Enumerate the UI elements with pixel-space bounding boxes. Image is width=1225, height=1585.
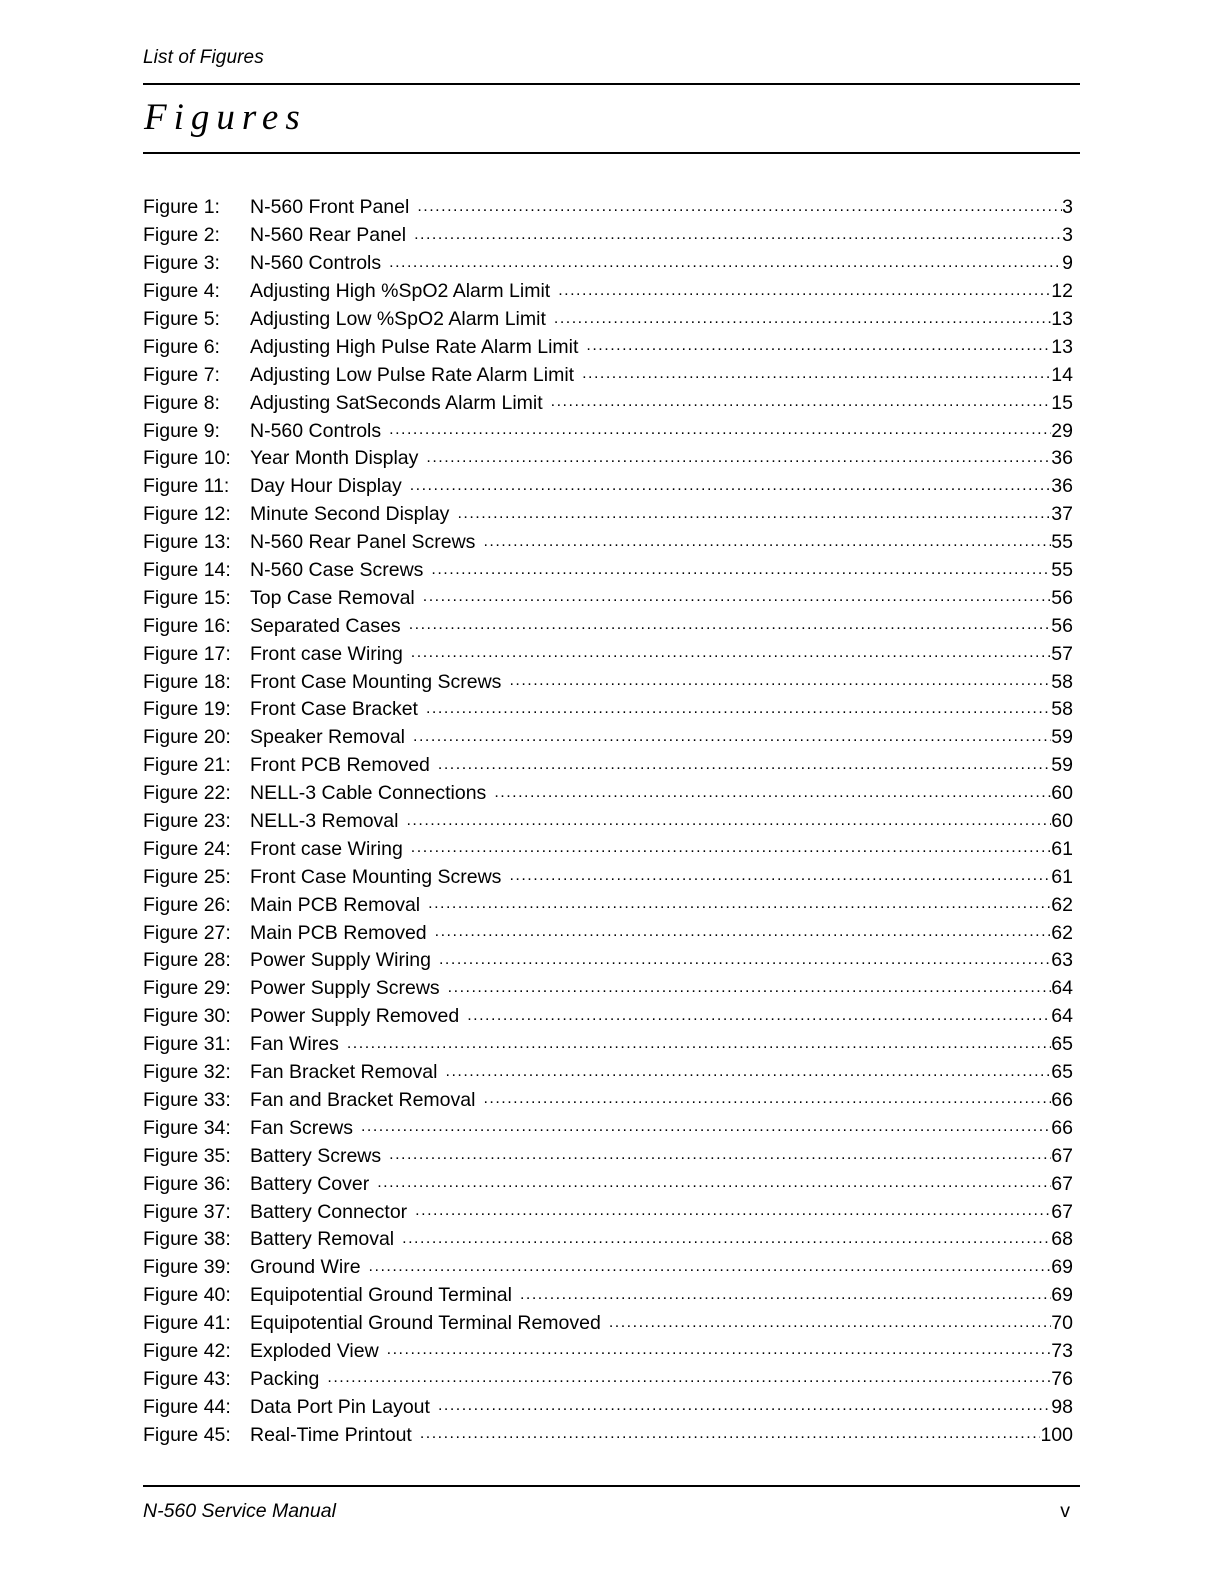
figure-page-number: 3	[1062, 224, 1073, 247]
figure-page-number: 36	[1051, 475, 1073, 498]
figure-entry[interactable]	[143, 1254, 1073, 1282]
dot-leader	[507, 867, 1051, 887]
figure-page-number: 61	[1051, 837, 1073, 860]
figure-number: Figure 10:	[143, 447, 231, 470]
figure-entry[interactable]	[143, 808, 1073, 836]
figure-entry[interactable]	[143, 389, 1073, 417]
figure-title: Equipotential Ground Terminal Removed	[250, 1312, 601, 1335]
figure-number: Figure 5:	[143, 308, 220, 330]
figure-title: Fan Screws	[250, 1116, 353, 1139]
dot-leader	[429, 561, 1051, 581]
figure-title: Packing	[250, 1367, 320, 1390]
figure-page-number: 61	[1051, 865, 1073, 888]
figure-entry[interactable]	[143, 780, 1073, 808]
figure-title: NELL-3 Removal	[250, 810, 399, 833]
figure-page-number: 56	[1051, 614, 1073, 637]
figure-number: Figure 45:	[143, 1423, 231, 1446]
figure-title: Adjusting High %SpO2 Alarm Limit	[250, 280, 551, 303]
figure-number: Figure 31:	[143, 1033, 231, 1056]
figure-number: Figure 9:	[143, 419, 220, 442]
figure-number: Figure 20:	[143, 726, 231, 749]
figure-page-number: 62	[1051, 921, 1073, 944]
figure-title: N-560 Controls	[250, 252, 382, 275]
figure-entry[interactable]	[143, 333, 1073, 361]
figure-entry[interactable]	[143, 1059, 1073, 1087]
dot-leader	[433, 923, 1052, 943]
dot-leader	[584, 337, 1051, 357]
dot-leader	[400, 1230, 1051, 1250]
figure-page-number: 58	[1051, 670, 1073, 693]
figure-title: Exploded View	[250, 1339, 379, 1362]
title-rule	[143, 152, 1080, 154]
dot-leader	[436, 1397, 1051, 1417]
figure-title: Battery Connector	[250, 1200, 408, 1223]
figure-title: Adjusting High Pulse Rate Alarm Limit	[250, 335, 579, 358]
figure-title: Speaker Removal	[250, 726, 405, 749]
figure-entry[interactable]	[143, 1310, 1073, 1338]
figure-page-number: 62	[1051, 893, 1073, 916]
dot-leader	[387, 421, 1051, 441]
figure-entry[interactable]	[143, 529, 1073, 557]
figure-entry[interactable]	[143, 696, 1073, 724]
dot-leader	[413, 1202, 1051, 1222]
dot-leader	[412, 226, 1062, 246]
figure-page-number: 69	[1051, 1256, 1073, 1279]
figure-number: Figure 34:	[143, 1116, 231, 1139]
figure-title: Front PCB Removed	[250, 754, 430, 777]
figure-entry[interactable]	[143, 891, 1073, 919]
figure-page-number: 73	[1051, 1339, 1073, 1362]
figure-page-number: 3	[1062, 196, 1073, 219]
figure-entry[interactable]	[143, 1198, 1073, 1226]
dot-leader	[607, 1314, 1051, 1334]
figure-number: Figure 39:	[143, 1256, 231, 1279]
figure-page-number: 66	[1051, 1116, 1073, 1139]
dot-leader	[446, 979, 1052, 999]
figure-entry[interactable]	[143, 752, 1073, 780]
figure-entry[interactable]	[143, 501, 1073, 529]
footer-manual-title: N-560 Service Manual	[143, 1500, 336, 1522]
dot-leader	[404, 812, 1051, 832]
dot-leader	[426, 895, 1051, 915]
figure-page-number: 65	[1051, 1033, 1073, 1056]
dot-leader	[481, 533, 1051, 553]
figure-number: Figure 36:	[143, 1172, 231, 1195]
figure-number: Figure 4:	[143, 280, 220, 303]
figure-number: Figure 28:	[143, 949, 231, 972]
figure-page-number: 68	[1051, 1228, 1073, 1251]
figure-entry[interactable]	[143, 1282, 1073, 1310]
figure-page-number: 64	[1051, 977, 1073, 1000]
figure-entry[interactable]	[143, 947, 1073, 975]
dot-leader	[518, 1286, 1051, 1306]
figure-page-number: 12	[1051, 280, 1073, 303]
figure-title: Day Hour Display	[250, 475, 402, 498]
figure-page-number: 55	[1051, 531, 1073, 554]
figure-number: Figure 16:	[143, 614, 231, 637]
dot-leader	[325, 1369, 1051, 1389]
dot-leader	[424, 700, 1051, 720]
figure-title: Front Case Mounting Screws	[250, 865, 502, 888]
figure-number: Figure 11:	[143, 475, 230, 498]
dot-leader	[492, 784, 1051, 804]
footer-rule	[143, 1485, 1080, 1487]
figure-page-number: 13	[1051, 308, 1073, 330]
figure-page-number: 37	[1051, 503, 1073, 526]
figure-entry[interactable]	[143, 668, 1073, 696]
figure-number: Figure 17:	[143, 642, 231, 665]
dot-leader	[437, 951, 1051, 971]
figure-page-number: 57	[1051, 642, 1073, 665]
dot-leader	[552, 310, 1051, 330]
figure-page-number: 59	[1051, 726, 1073, 749]
figure-title: Real-Time Printout	[250, 1423, 412, 1446]
figure-entry[interactable]	[143, 1338, 1073, 1366]
figure-page-number: 58	[1051, 698, 1073, 721]
dot-leader	[421, 588, 1052, 608]
figure-page-number: 69	[1051, 1284, 1073, 1307]
dot-leader	[387, 254, 1062, 274]
figure-number: Figure 26:	[143, 893, 231, 916]
figure-number: Figure 41:	[143, 1312, 231, 1335]
figure-number: Figure 40:	[143, 1284, 231, 1307]
figure-title: N-560 Rear Panel Screws	[250, 531, 476, 554]
figure-title: Power Supply Wiring	[250, 949, 431, 972]
figure-title: Battery Cover	[250, 1172, 370, 1195]
figure-page-number: 29	[1051, 419, 1073, 442]
figure-number: Figure 21:	[143, 754, 231, 777]
dot-leader	[409, 644, 1052, 664]
dot-leader	[411, 728, 1051, 748]
figure-page-number: 56	[1051, 586, 1073, 609]
figure-entry[interactable]	[143, 306, 1073, 334]
figure-entry[interactable]	[143, 222, 1073, 250]
figure-title: N-560 Controls	[250, 419, 382, 442]
figure-number: Figure 25:	[143, 865, 231, 888]
figure-page-number: 63	[1051, 949, 1073, 972]
figure-title: Adjusting SatSeconds Alarm Limit	[250, 391, 543, 414]
figure-number: Figure 19:	[143, 698, 231, 721]
dot-leader	[345, 1035, 1051, 1055]
dot-leader	[465, 1007, 1051, 1027]
dot-leader	[387, 1146, 1051, 1166]
dot-leader	[549, 393, 1052, 413]
figure-title: Battery Removal	[250, 1228, 395, 1251]
figure-page-number: 55	[1051, 559, 1073, 582]
figure-page-number: 70	[1051, 1312, 1073, 1335]
dot-leader	[409, 839, 1052, 859]
figure-number: Figure 37:	[143, 1200, 231, 1223]
figure-entry[interactable]	[143, 1365, 1073, 1393]
figure-number: Figure 27:	[143, 921, 231, 944]
figure-number: Figure 18:	[143, 670, 231, 693]
figure-number: Figure 24:	[143, 837, 231, 860]
figure-title: Battery Screws	[250, 1144, 382, 1167]
figure-title: N-560 Rear Panel	[250, 224, 407, 247]
figure-number: Figure 44:	[143, 1395, 231, 1418]
figure-entry[interactable]	[143, 361, 1073, 389]
figure-title: N-560 Front Panel	[250, 196, 410, 219]
figure-entry[interactable]	[143, 919, 1073, 947]
figure-number: Figure 2:	[143, 224, 220, 247]
figure-title: Front Case Bracket	[250, 698, 418, 721]
figure-title: Fan and Bracket Removal	[250, 1088, 476, 1111]
figure-title: Front case Wiring	[250, 837, 403, 860]
figure-entry[interactable]	[143, 863, 1073, 891]
figure-title: Adjusting Low Pulse Rate Alarm Limit	[250, 363, 575, 386]
figure-title: Separated Cases	[250, 614, 401, 637]
figure-page-number: 13	[1051, 335, 1073, 358]
figure-title: Power Supply Screws	[250, 977, 440, 1000]
figure-number: Figure 30:	[143, 1005, 231, 1028]
dot-leader	[444, 1063, 1052, 1083]
dot-leader	[424, 449, 1051, 469]
figure-entry[interactable]	[143, 612, 1073, 640]
dot-leader	[375, 1174, 1051, 1194]
dot-leader	[580, 365, 1051, 385]
figure-number: Figure 35:	[143, 1144, 231, 1167]
figure-title: N-560 Case Screws	[250, 559, 424, 582]
figure-entry[interactable]	[143, 1393, 1073, 1421]
running-header: List of Figures	[143, 47, 264, 68]
figure-title: Power Supply Removed	[250, 1005, 460, 1028]
dot-leader	[415, 198, 1062, 218]
figure-entry[interactable]	[143, 724, 1073, 752]
figure-title: Front Case Mounting Screws	[250, 670, 502, 693]
figure-page-number: 66	[1051, 1088, 1073, 1111]
figure-entry[interactable]	[143, 1003, 1073, 1031]
figure-title: Equipotential Ground Terminal	[250, 1284, 512, 1307]
figure-list	[143, 194, 1073, 1449]
figure-entry[interactable]	[143, 975, 1073, 1003]
dot-leader	[556, 282, 1051, 302]
figure-title: Front case Wiring	[250, 642, 403, 665]
figure-title: Adjusting Low %SpO2 Alarm Limit	[250, 308, 546, 330]
figure-title: Top Case Removal	[250, 586, 415, 609]
figure-number: Figure 22:	[143, 782, 231, 805]
figure-number: Figure 6:	[143, 335, 220, 358]
dot-leader	[359, 1118, 1051, 1138]
figure-entry[interactable]	[143, 1226, 1073, 1254]
figure-number: Figure 14:	[143, 559, 231, 582]
figure-entry[interactable]	[143, 445, 1073, 473]
figure-page-number: 67	[1051, 1172, 1073, 1195]
figure-entry[interactable]	[143, 250, 1073, 278]
figure-number: Figure 13:	[143, 531, 231, 554]
figure-number: Figure 29:	[143, 977, 231, 1000]
figure-number: Figure 23:	[143, 810, 231, 833]
figure-page-number: 15	[1051, 391, 1073, 414]
header-rule	[143, 83, 1080, 85]
figure-title: Minute Second Display	[250, 503, 450, 526]
figure-number: Figure 32:	[143, 1061, 231, 1084]
dot-leader	[507, 672, 1051, 692]
figure-number: Figure 15:	[143, 586, 231, 609]
figure-page-number: 14	[1051, 363, 1073, 386]
figure-page-number: 100	[1040, 1423, 1073, 1446]
figure-entry[interactable]	[143, 417, 1073, 445]
dot-leader	[407, 616, 1052, 636]
figure-title: NELL-3 Cable Connections	[250, 782, 487, 805]
figure-entry[interactable]	[143, 278, 1073, 306]
figure-number: Figure 12:	[143, 503, 231, 526]
figure-entry[interactable]	[143, 1031, 1073, 1059]
figure-title: Data Port Pin Layout	[250, 1395, 430, 1418]
figure-entry[interactable]	[143, 194, 1073, 222]
figure-number: Figure 43:	[143, 1367, 231, 1390]
figure-page-number: 65	[1051, 1061, 1073, 1084]
figure-entry[interactable]	[143, 1421, 1073, 1449]
figure-title: Year Month Display	[250, 447, 419, 470]
dot-leader	[436, 756, 1051, 776]
dot-leader	[418, 1425, 1041, 1445]
page-title: Figures	[144, 97, 307, 138]
figure-title: Main PCB Removal	[250, 893, 421, 916]
figure-number: Figure 33:	[143, 1088, 231, 1111]
dot-leader	[408, 477, 1052, 497]
figure-page-number: 59	[1051, 754, 1073, 777]
dot-leader	[385, 1341, 1052, 1361]
figure-entry[interactable]	[143, 1170, 1073, 1198]
figure-number: Figure 7:	[143, 363, 220, 386]
figure-number: Figure 38:	[143, 1228, 231, 1251]
dot-leader	[481, 1090, 1051, 1110]
figure-number: Figure 8:	[143, 391, 220, 414]
figure-page-number: 60	[1051, 810, 1073, 833]
figure-page-number: 67	[1051, 1144, 1073, 1167]
figure-page-number: 98	[1051, 1395, 1073, 1418]
figure-entry[interactable]	[143, 835, 1073, 863]
figure-page-number: 76	[1051, 1367, 1073, 1390]
figure-entry[interactable]	[143, 640, 1073, 668]
figure-page-number: 60	[1051, 782, 1073, 805]
figure-title: Fan Bracket Removal	[250, 1061, 438, 1084]
figure-page-number: 67	[1051, 1200, 1073, 1223]
figure-title: Ground Wire	[250, 1256, 361, 1279]
figure-page-number: 36	[1051, 447, 1073, 470]
figure-number: Figure 1:	[143, 196, 220, 219]
figure-entry[interactable]	[143, 584, 1073, 612]
figure-number: Figure 42:	[143, 1339, 231, 1362]
dot-leader	[455, 505, 1051, 525]
figure-entry[interactable]	[143, 1114, 1073, 1142]
figure-entry[interactable]	[143, 1087, 1073, 1115]
footer-page-number: v	[1060, 1500, 1070, 1522]
figure-entry[interactable]	[143, 473, 1073, 501]
figure-page-number: 9	[1062, 252, 1073, 275]
figure-title: Main PCB Removed	[250, 921, 427, 944]
figure-number: Figure 3:	[143, 252, 220, 275]
figure-entry[interactable]	[143, 557, 1073, 585]
figure-page-number: 64	[1051, 1005, 1073, 1028]
figure-title: Fan Wires	[250, 1033, 339, 1056]
figure-entry[interactable]	[143, 1142, 1073, 1170]
dot-leader	[367, 1258, 1052, 1278]
